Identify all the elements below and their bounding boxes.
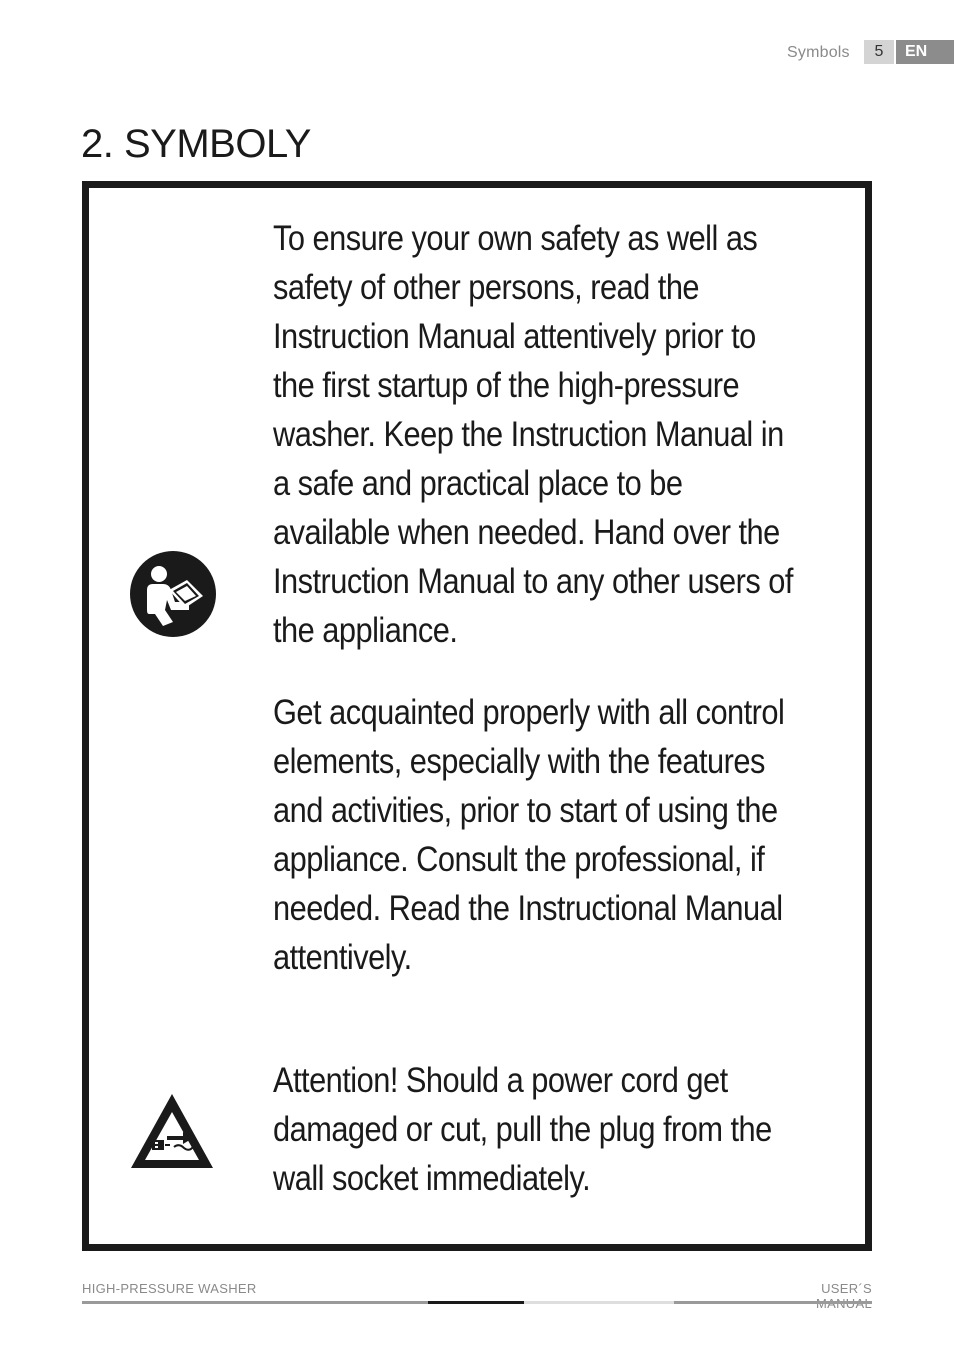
footer-rule-segment-2 xyxy=(428,1301,524,1304)
manual-instruction-paragraph-2: Get acquainted properly with all control elements, especially with the features and activities, prior to start of using the appliance. Consult the professional, if needed. Read the Instructional Manual attentively. xyxy=(273,693,785,977)
header-section-label: Symbols xyxy=(787,44,850,61)
footer-rule-segment-4 xyxy=(674,1301,872,1304)
footer-product-label: HIGH-PRESSURE WASHER xyxy=(82,1281,257,1296)
footer-rule-segment-1 xyxy=(82,1301,428,1304)
manual-instruction-paragraph-1: To ensure your own safety as well as safety of other persons, read the Instruction Manual attentively prior to the first startup of the high-pressure washer. Keep the Instruction Manual in a safe and practical place to be available when needed. Hand over the Instruction Manual to any other users of the appliance. xyxy=(273,219,793,650)
header-language-badge: EN xyxy=(896,40,954,64)
header-page-number: 5 xyxy=(864,40,894,64)
page-title: 2. SYMBOLY xyxy=(81,122,311,166)
read-manual-icon xyxy=(129,550,217,638)
unplug-warning-icon xyxy=(127,1090,217,1172)
footer-rule-segment-3 xyxy=(524,1301,674,1304)
symbols-frame xyxy=(82,181,872,1251)
footer-manual-label: USER´S xyxy=(821,1281,872,1296)
power-cord-warning-paragraph: Attention! Should a power cord get damaged or cut, pull the plug from the wall socket immediately. xyxy=(273,1061,772,1198)
